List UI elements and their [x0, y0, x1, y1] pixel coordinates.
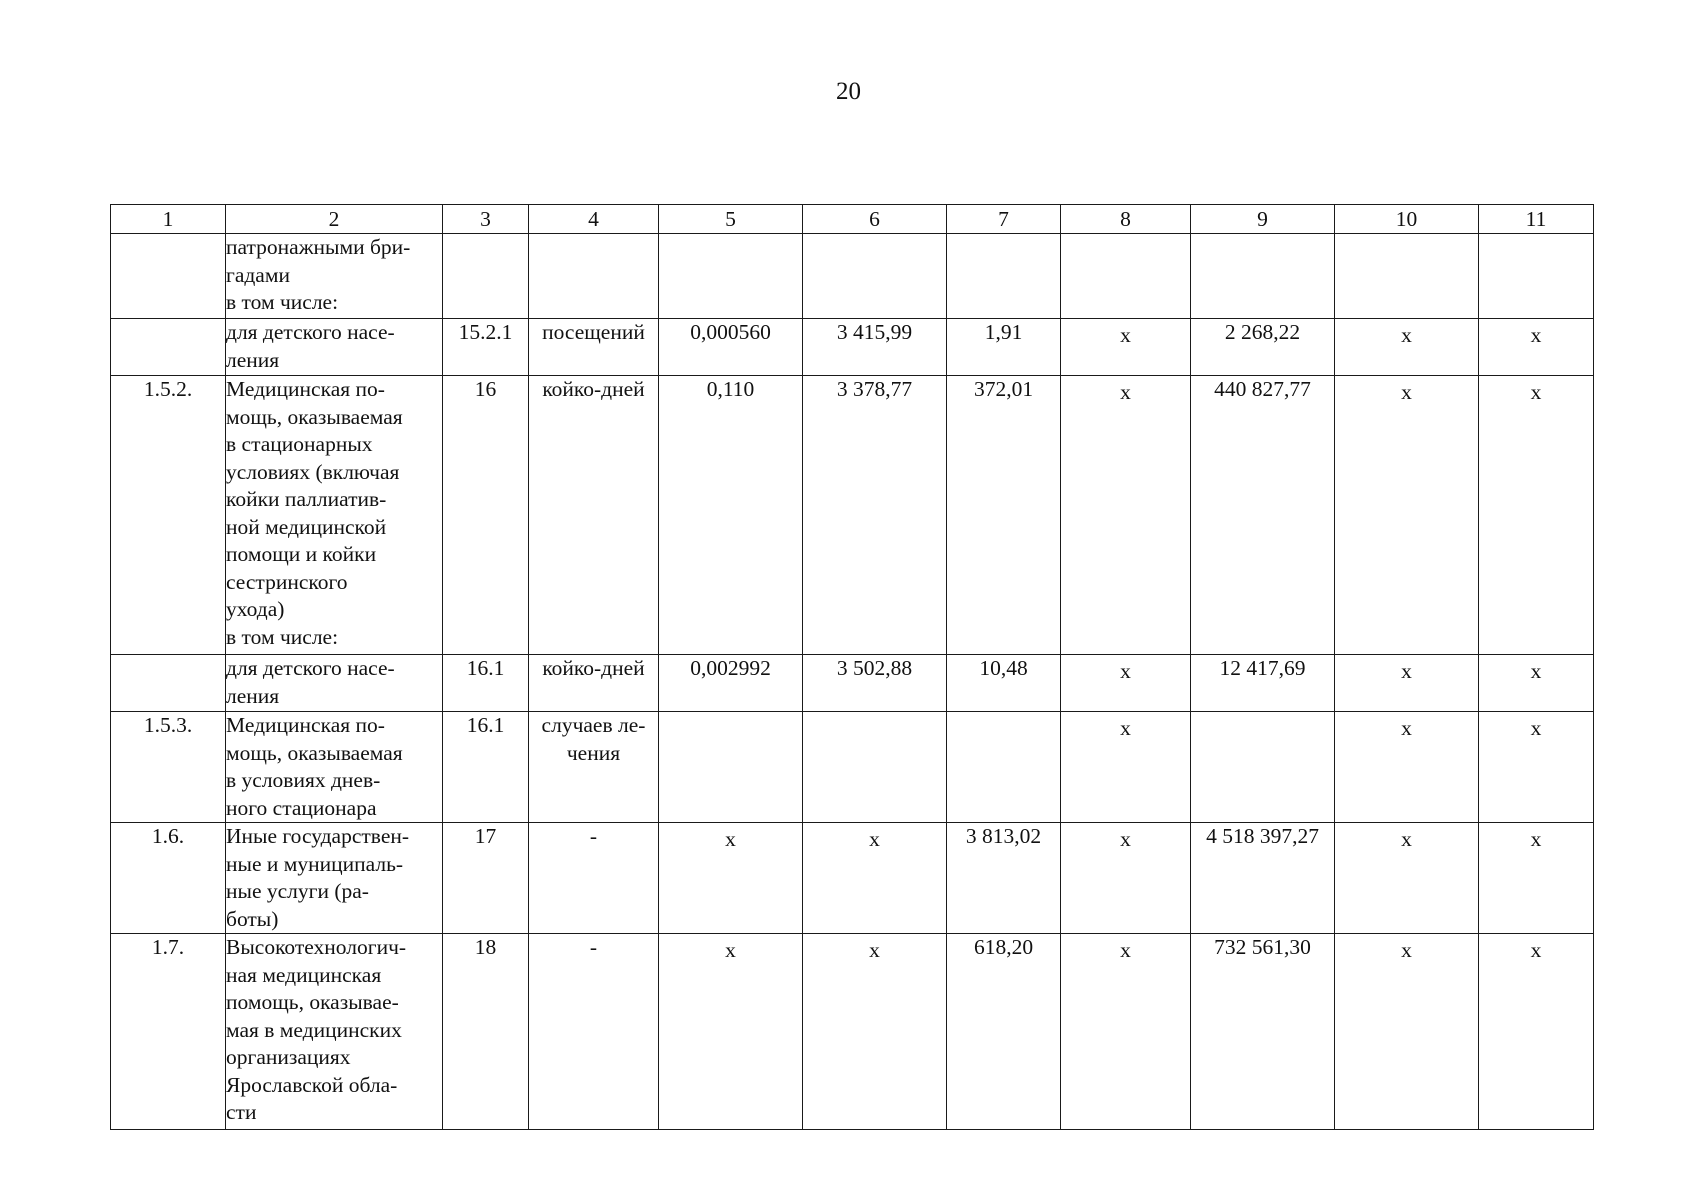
column-number-8: 8 [1061, 205, 1191, 234]
unit-cell [529, 376, 659, 655]
cell-text-line: койко-дней [542, 656, 645, 680]
unit-cell [529, 823, 659, 934]
cell-text: 440 827,77 [1214, 377, 1311, 401]
row-name-cell [226, 234, 443, 319]
header-row [111, 205, 1594, 234]
cell-text-line: в том числе: [226, 624, 339, 649]
cell-text: x [725, 938, 736, 962]
cell-text-line: для детского насе- [226, 320, 395, 344]
value-cell-col-6 [803, 319, 947, 376]
cell-text: x [1401, 827, 1412, 851]
value-cell-col-6 [803, 934, 947, 1130]
value-cell-col-11 [1479, 376, 1594, 655]
cell-text: 12 417,69 [1219, 656, 1306, 680]
cell-text: 3 502,88 [836, 656, 913, 680]
value-cell-col-5 [659, 376, 803, 655]
cell-text: 3 378,77 [836, 377, 913, 401]
cell-text-line: - [589, 824, 598, 848]
value-cell-col-10 [1335, 712, 1479, 823]
value-cell-col-8 [1061, 655, 1191, 712]
cell-text: 2 268,22 [1224, 320, 1301, 344]
value-cell-col-5 [659, 823, 803, 934]
cell-text: 0,110 [706, 377, 755, 401]
row-number-cell [111, 319, 226, 376]
unit-cell [529, 655, 659, 712]
cell-text-line: ная медицинская [226, 962, 382, 987]
column-number-4: 4 [529, 205, 659, 234]
value-cell-col-7 [947, 934, 1061, 1130]
row-name-cell [226, 319, 443, 376]
value-cell-col-10 [1335, 319, 1479, 376]
cell-text: 1.5.3. [143, 713, 193, 737]
cell-text: x [1120, 323, 1131, 347]
value-cell-col-8 [1061, 319, 1191, 376]
value-cell-col-8 [1061, 376, 1191, 655]
row-number-cell [111, 655, 226, 712]
value-cell-col-9 [1191, 823, 1335, 934]
cell-text-line: мощь, оказываемая [226, 740, 403, 765]
cell-text-line: мощь, оказываемая [226, 404, 403, 429]
cell-text: 16.1 [466, 713, 505, 737]
value-cell-col-10 [1335, 823, 1479, 934]
row-name-cell [226, 823, 443, 934]
value-cell-col-8 [1061, 823, 1191, 934]
column-number-10: 10 [1335, 205, 1479, 234]
cell-text: x [1120, 716, 1131, 740]
row-number-cell [111, 934, 226, 1130]
cell-text: x [1530, 938, 1542, 962]
value-cell-col-7 [947, 319, 1061, 376]
unit-cell [529, 234, 659, 319]
column-number-5: 5 [659, 205, 803, 234]
cell-text: x [725, 827, 736, 851]
cell-text: x [1530, 380, 1542, 404]
cell-text: 4 518 397,27 [1206, 824, 1319, 848]
value-cell-col-11 [1479, 319, 1594, 376]
cell-text-line: помощи и койки [226, 542, 377, 566]
table-row [111, 823, 1594, 934]
value-cell-col-9 [1191, 712, 1335, 823]
value-cell-col-7 [947, 655, 1061, 712]
cell-text: x [1120, 380, 1131, 404]
cell-text-line: ные и муниципаль- [226, 851, 404, 876]
value-cell-col-9 [1191, 376, 1335, 655]
value-cell-col-10 [1335, 655, 1479, 712]
unit-cell [529, 934, 659, 1130]
cell-text: x [869, 938, 880, 962]
value-cell-col-10 [1335, 234, 1479, 319]
page-number: 20 [836, 78, 861, 105]
value-cell-col-6 [803, 712, 947, 823]
cell-text: 1.6. [151, 824, 185, 848]
cell-text: x [1120, 827, 1131, 851]
column-number-2: 2 [226, 205, 443, 234]
cell-text-line: койки паллиатив- [226, 487, 387, 511]
cell-text: 18 [474, 935, 497, 959]
unit-cell [529, 319, 659, 376]
value-cell-col-7 [947, 234, 1061, 319]
cell-text-line: ухода) [226, 597, 285, 621]
value-cell-col-5 [659, 934, 803, 1130]
cell-text: 0,000560 [690, 320, 771, 344]
value-cell-col-11 [1479, 823, 1594, 934]
table-row [111, 234, 1594, 319]
cell-text-line: Медицинская по- [226, 377, 385, 401]
table-row [111, 376, 1594, 655]
row-number-cell [111, 823, 226, 934]
cell-text-line: условиях (включая [226, 459, 400, 484]
value-cell-col-10 [1335, 376, 1479, 655]
value-cell-col-5 [659, 234, 803, 319]
value-cell-col-5 [659, 712, 803, 823]
cell-text-line: случаев ле- [541, 713, 646, 737]
cell-text: 0,002992 [690, 656, 771, 680]
cell-text: x [1401, 323, 1412, 347]
value-cell-col-3 [443, 823, 529, 934]
cell-text: 3 415,99 [836, 320, 913, 344]
cell-text: x [1401, 716, 1412, 740]
cell-text: x [1120, 659, 1131, 683]
value-cell-col-7 [947, 376, 1061, 655]
table-row [111, 319, 1594, 376]
cell-text: 17 [474, 824, 497, 848]
value-cell-col-9 [1191, 934, 1335, 1130]
cell-text: x [1530, 323, 1542, 347]
row-name-cell [226, 712, 443, 823]
value-cell-col-6 [803, 376, 947, 655]
value-cell-col-9 [1191, 655, 1335, 712]
cell-text-line: сти [226, 1100, 257, 1124]
row-name-cell [226, 655, 443, 712]
cell-text: 1.7. [151, 935, 185, 959]
column-number-1: 1 [111, 205, 226, 234]
value-cell-col-3 [443, 934, 529, 1130]
value-cell-col-9 [1191, 319, 1335, 376]
cell-text-line: ления [226, 683, 280, 708]
cell-text: 372,01 [973, 377, 1034, 401]
value-cell-col-3 [443, 234, 529, 319]
value-cell-col-8 [1061, 234, 1191, 319]
value-cell-col-10 [1335, 934, 1479, 1130]
cell-text: x [869, 827, 880, 851]
value-cell-col-7 [947, 712, 1061, 823]
cell-text-line: чения [566, 740, 621, 765]
cell-text: 618,20 [973, 935, 1034, 959]
value-cell-col-6 [803, 234, 947, 319]
cell-text: x [1401, 380, 1412, 404]
unit-cell [529, 712, 659, 823]
value-cell-col-6 [803, 823, 947, 934]
cell-text-line: посещений [542, 320, 645, 344]
cell-text-line: боты) [226, 906, 279, 931]
value-cell-col-5 [659, 655, 803, 712]
value-cell-col-11 [1479, 655, 1594, 712]
column-number-9: 9 [1191, 205, 1335, 234]
value-cell-col-3 [443, 655, 529, 712]
cell-text-line: койко-дней [542, 377, 645, 401]
value-cell-col-8 [1061, 934, 1191, 1130]
value-cell-col-7 [947, 823, 1061, 934]
cell-text: 16.1 [466, 656, 505, 680]
value-cell-col-3 [443, 319, 529, 376]
cell-text: x [1401, 938, 1412, 962]
cell-text-line: сестринского [226, 569, 348, 594]
cell-text-line: в условиях днев- [226, 768, 381, 792]
value-cell-col-11 [1479, 234, 1594, 319]
cell-text-line: ного стационара [226, 795, 377, 820]
cell-text-line: Ярославской обла- [226, 1072, 398, 1097]
cell-text: 732 561,30 [1214, 935, 1311, 959]
column-number-6: 6 [803, 205, 947, 234]
cell-text: x [1530, 659, 1542, 683]
cell-text: 16 [474, 377, 497, 401]
value-cell-col-5 [659, 319, 803, 376]
column-number-7: 7 [947, 205, 1061, 234]
cell-text-line: в том числе: [226, 290, 339, 314]
cell-text-line: Высокотехнологич- [226, 935, 407, 959]
cell-text: 10,48 [979, 656, 1028, 680]
row-number-cell [111, 234, 226, 319]
value-cell-col-3 [443, 376, 529, 655]
cell-text-line: ные услуги (ра- [226, 879, 369, 903]
cell-text: x [1530, 827, 1542, 851]
cell-text-line: для детского насе- [226, 656, 395, 680]
row-number-cell [111, 712, 226, 823]
cell-text: x [1530, 716, 1542, 740]
cell-text-line: Медицинская по- [226, 713, 385, 737]
cell-text-line: Иные государствен- [226, 824, 410, 848]
cell-text-line: помощь, оказывае- [226, 990, 399, 1014]
table-row [111, 712, 1594, 823]
cell-text: 15.2.1 [458, 320, 513, 344]
column-number-11: 11 [1479, 205, 1594, 234]
column-number-3: 3 [443, 205, 529, 234]
row-name-cell [226, 376, 443, 655]
table-row [111, 934, 1594, 1130]
value-cell-col-6 [803, 655, 947, 712]
table-row [111, 655, 1594, 712]
cell-text: x [1120, 938, 1131, 962]
value-cell-col-8 [1061, 712, 1191, 823]
value-cell-col-11 [1479, 712, 1594, 823]
cell-text-line: гадами [226, 262, 290, 287]
cell-text: x [1401, 659, 1412, 683]
value-cell-col-3 [443, 712, 529, 823]
cell-text-line: ления [226, 347, 280, 372]
cell-text: 3 813,02 [965, 824, 1042, 848]
cell-text-line: ной медицинской [226, 514, 387, 539]
row-number-cell [111, 376, 226, 655]
cell-text: 1.5.2. [143, 377, 193, 401]
cell-text-line: - [589, 935, 598, 959]
cell-text: 1,91 [984, 320, 1023, 344]
value-cell-col-9 [1191, 234, 1335, 319]
cell-text-line: мая в медицинских [226, 1017, 402, 1042]
cell-text-line: в стационарных [226, 432, 373, 456]
cell-text-line: патронажными бри- [226, 235, 411, 259]
data-table [110, 204, 1594, 1130]
cell-text-line: организациях [226, 1045, 351, 1069]
value-cell-col-11 [1479, 934, 1594, 1130]
row-name-cell [226, 934, 443, 1130]
